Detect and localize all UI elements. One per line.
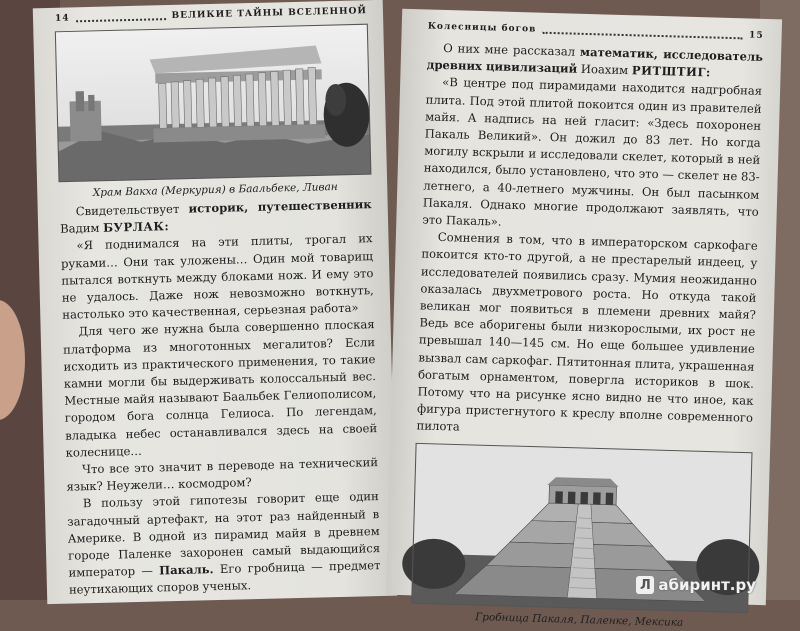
left-p4-bold-a: Пакаль. <box>159 562 214 577</box>
right-p1-bold-a: математик, исследователь древних цивилизаций <box>427 45 764 76</box>
left-running-title: ВЕЛИКИЕ ТАЙНЫ ВСЕЛЕННОЙ <box>171 6 367 21</box>
left-paragraph-2: Для чего же нужна была совершенно плоская платформа из многотонных мегалитов? Если исходить из практического применения, то такие камни могли бы выдерживать колоссальный вес. Местные майя называют Баальбек Гелиополисом, городом бога солнца Гелиоса. По легендам, владыка небес останавливался здесь на своей колеснице… <box>62 317 377 462</box>
right-quote: «В центре под пирамидами находится надгробная плита. Под этой плитой покоится один из правителей майя. А надпись на ней гласит: «Здесь похоронен Пакаль Великий». Он дожил до 83 лет. Но когда могилу вскрыли и исследовали скелет, который в ней находился, было установлено, что это — скелет не 83-летнего, а 40-летнего мужчины. Он был пасынком Пакаля. Однако многие продолжают заявлять, что это Пакаль». <box>422 74 762 238</box>
watermark-text: абиринт.ру <box>658 576 756 594</box>
right-head-dots <box>542 26 743 39</box>
right-p1-bold-b: РИТШТИГ: <box>632 63 711 79</box>
temple-illustration <box>55 24 371 182</box>
baalbek-temple-photo <box>55 24 371 182</box>
labirint-logo-icon: Л <box>636 576 654 594</box>
right-running-title: Колесницы богов <box>428 22 537 35</box>
right-photo-caption: Гробница Пакаля, Паленке, Мексика <box>411 609 747 630</box>
right-p1-text-a: О них мне рассказал <box>443 41 580 59</box>
labirint-watermark <box>636 576 756 594</box>
left-page-number: 14 <box>55 13 70 23</box>
left-paragraph-4 <box>67 489 381 600</box>
right-page-number: 15 <box>749 31 764 41</box>
left-p4-text-b: Его гробница — предмет неутихающих споров ученых. <box>69 558 381 597</box>
left-p4-text-a: В пользу этой гипотезы говорит еще один загадочный артефакт, на этот раз найденный в Америке. В одной из пирамид майя в древнем городе Паленке захоронен самый выдающийся император — <box>67 490 380 580</box>
left-p1-text-b: Вадим <box>60 221 103 236</box>
left-page <box>33 0 397 604</box>
right-p1-text-b: Иоахим <box>577 62 632 78</box>
left-head-dots <box>75 13 165 22</box>
right-page <box>386 9 782 605</box>
left-running-head <box>55 6 367 24</box>
right-running-head <box>428 22 764 41</box>
left-photo-caption: Храм Вакха (Меркурия) в Баальбеке, Ливан <box>59 180 371 200</box>
left-paragraph-3: Что все это значит в переводе на технический язык? Неужели… космодром? <box>66 454 379 496</box>
left-quote: «Я поднимался на эти плиты, трогал их руками… Они так уложены… Один мой товарищ пытался воткнуть между блоками нож. И ему это не удалось. Даже нож невозможно воткнуть, настолько это качественная, серьезная работа» <box>60 231 374 325</box>
right-paragraph-2: Сомнения в том, что в императорском саркофаге покоится кто-то другой, а не престарелый индеец, у исследователей появились сразу. Мумия неожиданно оказалась двухметрового роста. Но откуда такой великан мог появиться в племени древних майя? Ведь все аборигены были низкорослыми, их рост не превышал 140—145 см. Но еще большее удивление вызвал сам саркофаг. Пятитонная плита, украшенная богатым орнаментом, повергла историков в шок. Потому что на рисунке ясно видно не что иное, как фигура пристегнутого к креслу вполне современного пилота <box>416 229 758 445</box>
left-p1-bold-b: БУРЛАК: <box>103 219 169 235</box>
left-p1-bold-a: историк, путешественник <box>188 197 371 215</box>
left-p1-text-a: Свидетельствует <box>76 202 189 219</box>
